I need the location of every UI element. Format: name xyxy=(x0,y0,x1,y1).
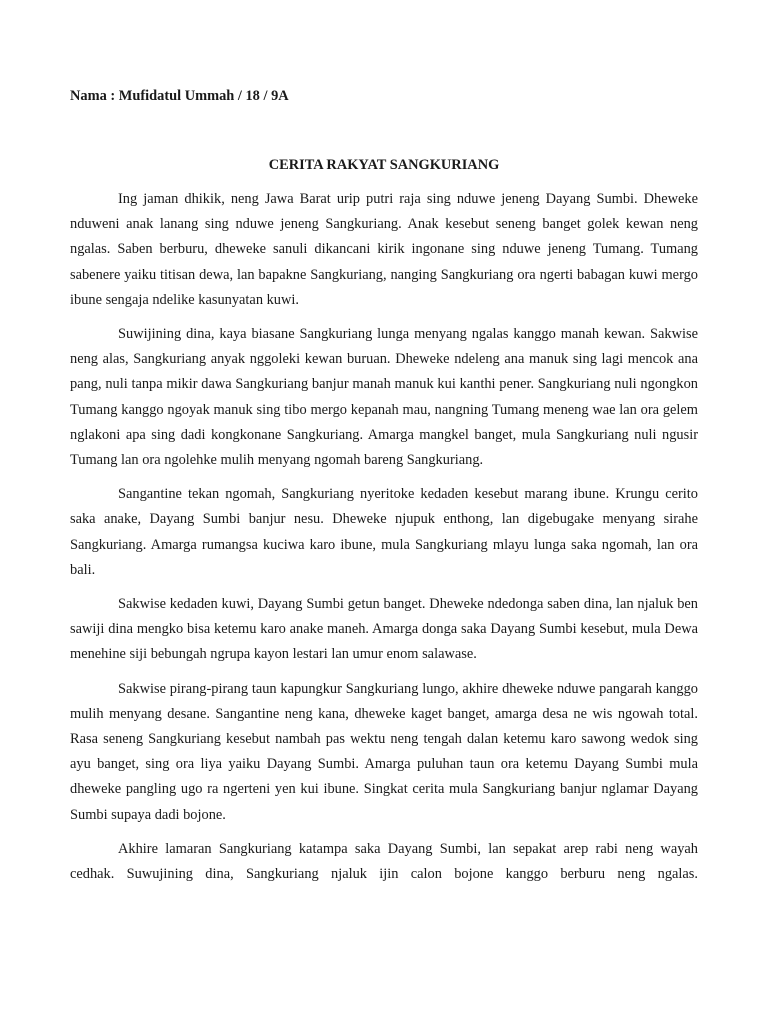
story-body xyxy=(70,187,698,896)
paragraph-5: Sakwise pirang-pirang taun kapungkur Sangkuriang lungo, akhire dheweke nduwe pangarah kanggo mulih menyang desane. Sangantine neng kana, dheweke kaget banget, amarga desa ne wis ngowah total. Rasa seneng Sangkuriang kesebut nambah pas wektu neng tengah dalan ketemu karo sawong wedok sing ayu banget, sing ora liya yaiku Dayang Sumbi. Amarga puluhan taun ora ketemu Dayang Sumbi mula dheweke pangling ugo ra ngerteni yen kui ibune. Singkat cerita mula Sangkuriang banjur nglamar Dayang Sumbi supaya dadi bojone. xyxy=(70,680,698,823)
paragraph-6: Akhire lamaran Sangkuriang katampa saka Dayang Sumbi, lan sepakat arep rabi neng wayah cedhak. Suwujining dina, Sangkuriang njaluk ijin calon bojone kanggo berburu neng ngalas. xyxy=(70,840,698,883)
story-title: CERITA RAKYAT SANGKURIANG xyxy=(268,157,500,173)
student-name-line: Nama : Mufidatul Ummah / 18 / 9A xyxy=(70,88,289,104)
paragraph-1: Ing jaman dhikik, neng Jawa Barat urip putri raja sing nduwe jeneng Dayang Sumbi. Dheweke nduweni anak lanang sing nduwe jeneng Sangkuriang. Anak kesebut seneng banget golek kewan neng ngalas. Saben berburu, dheweke sanuli dikancani kirik ingonane sing nduwe jeneng Tumang. Tumang sabenere yaiku titisan dewa, lan bapakne Sangkuriang, nanging Sangkuriang ora ngerti babagan kuwi mergo ibune sengaja ndelike kasunyatan kuwi. xyxy=(70,191,698,308)
paragraph-3: Sangantine tekan ngomah, Sangkuriang nyeritoke kedaden kesebut marang ibune. Krungu cerito saka anake, Dayang Sumbi banjur nesu. Dheweke njupuk enthong, lan digebugake menyang sirahe Sangkuriang. Amarga rumangsa kuciwa karo ibune, mula Sangkuriang mlayu lunga saka ngomah, lan ora bali. xyxy=(70,486,698,578)
document-content xyxy=(70,84,698,883)
paragraph-4: Sakwise kedaden kuwi, Dayang Sumbi getun banget. Dheweke ndedonga saben dina, lan njaluk ben sawiji dina mengko bisa ketemu karo anake maneh. Amarga donga saka Dayang Sumbi kesebut, mula Dewa menehine siji bebungah ngrupa kayon lestari lan umur enom salawase. xyxy=(70,596,698,663)
paragraph-2: Suwijining dina, kaya biasane Sangkuriang lunga menyang ngalas kanggo manah kewan. Sakwise neng alas, Sangkuriang anyak nggoleki kewan buruan. Dheweke ndeleng ana manuk sing lagi mencok ana pang, nuli tanpa mikir dawa Sangkuriang banjur manah manuk kui kanthi pener. Sangkuriang nuli ngongkon Tumang kanggo ngoyak manuk sing tibo mergo kepanah mau, nangning Tumang meneng wae lan ora gelem nglakoni apa sing dadi kongkonane Sangkuriang. Amarga mangkel banget, mula Sangkuriang nuli ngusir Tumang lan ora ngolehke mulih menyang ngomah bareng Sangkuriang. xyxy=(70,326,698,469)
